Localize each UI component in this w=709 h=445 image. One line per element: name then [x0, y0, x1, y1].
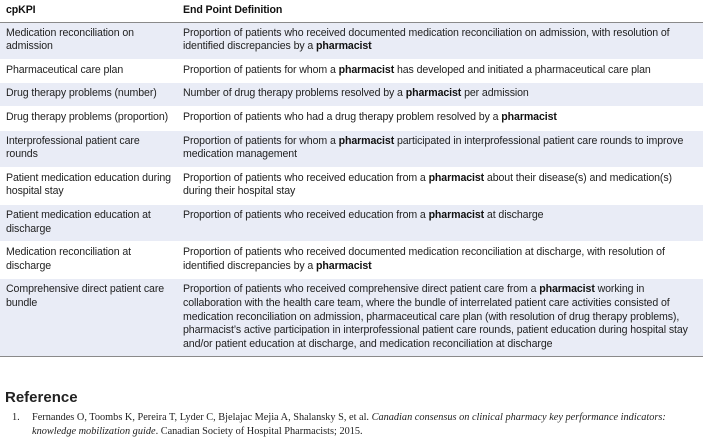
definition-cell: [177, 106, 703, 130]
emphasis-pharmacist: pharmacist: [338, 63, 395, 76]
table-row: [0, 106, 703, 130]
table-row: [0, 242, 703, 279]
reference-list: [0, 411, 709, 439]
cpkpi-cell: Medication reconciliation on admission: [0, 22, 177, 59]
definition-cell: [177, 22, 703, 59]
definition-text: working in collaboration with the health care team, where the bundle of interrelated patient care activities consisted of medication reconciliation on admission, pharmaceutical care plan (with resolution of drug therapy problems), pharmacist’s active participation in interprofessional patient care rounds, patient education during hospital stay and/or patient education at discharge, and medication reconciliation at discharge: [183, 283, 688, 350]
table-row: [0, 167, 703, 204]
definition-text: Proportion of patients who received comprehensive direct patient care from a: [183, 283, 540, 296]
reference-number: 1.: [12, 412, 20, 423]
reference-text: [32, 411, 709, 439]
emphasis-pharmacist: pharmacist: [316, 259, 372, 272]
table-body: [0, 22, 703, 357]
definition-cell: [177, 83, 703, 107]
cpkpi-cell: Medication reconciliation at discharge: [0, 242, 177, 279]
emphasis-pharmacist: pharmacist: [428, 208, 485, 221]
table-row: [0, 22, 703, 59]
emphasis-pharmacist: pharmacist: [316, 40, 372, 53]
definition-text: participated in interprofessional patient care rounds to improve medication management: [183, 134, 684, 161]
table-row: [0, 59, 703, 83]
reference-item: [0, 411, 709, 439]
cpkpi-cell: Drug therapy problems (proportion): [0, 106, 177, 130]
emphasis-pharmacist: pharmacist: [405, 87, 462, 100]
definition-cell: [177, 204, 703, 241]
definition-text: Proportion of patients who received education from a: [183, 171, 429, 184]
table-row: [0, 279, 703, 357]
cpkpi-cell: Drug therapy problems (number): [0, 83, 177, 107]
definition-cell: [177, 130, 703, 167]
definition-text: Proportion of patients who received documented medication reconciliation at discharge, with resolution of identified discrepancies by a: [183, 246, 665, 272]
definition-text: Proportion of patients who had a drug therapy problem resolved by a: [183, 110, 502, 123]
definition-text: has developed and initiated a pharmaceutical care plan: [394, 63, 651, 76]
reference-citation-text: . Canadian Society of Hospital Pharmacists; 2015.: [155, 426, 363, 437]
definition-text: Number of drug therapy problems resolved by a: [183, 87, 406, 100]
emphasis-pharmacist: pharmacist: [338, 134, 395, 147]
definition-cell: [177, 59, 703, 83]
definition-text: Proportion of patients who received education from a: [183, 208, 429, 221]
reference-citation-text: Fernandes O, Toombs K, Pereira T, Lyder C, Bjelajac Mejia A, Shalansky S, et al.: [32, 412, 372, 423]
emphasis-pharmacist: pharmacist: [428, 171, 485, 184]
definition-text: about their disease(s) and medication(s) during their hospital stay: [183, 171, 672, 198]
definition-text: Proportion of patients for whom a: [183, 63, 339, 76]
header-end-point-definition: End Point Definition: [177, 0, 703, 22]
definition-cell: [177, 279, 703, 357]
reference-title: Canadian consensus on clinical pharmacy key performance indicators: knowledge mobilization guide: [32, 412, 666, 437]
table-row: [0, 204, 703, 241]
cpkpi-cell: Comprehensive direct patient care bundle: [0, 279, 177, 357]
table-header-row: [0, 0, 703, 22]
definition-text: at discharge: [484, 208, 544, 221]
header-cpkpi: cpKPI: [0, 0, 177, 22]
definition-text: per admission: [461, 87, 529, 100]
cpkpi-cell: Interprofessional patient care rounds: [0, 130, 177, 167]
emphasis-pharmacist: pharmacist: [501, 110, 557, 123]
table-row: [0, 83, 703, 107]
cpkpi-cell: Patient medication education at discharge: [0, 204, 177, 241]
emphasis-pharmacist: pharmacist: [539, 283, 595, 296]
definition-cell: [177, 167, 703, 204]
cpkpi-cell: Pharmaceutical care plan: [0, 59, 177, 83]
reference-heading: Reference: [5, 389, 78, 406]
cpkpi-cell: Patient medication education during hospital stay: [0, 167, 177, 204]
definition-cell: [177, 242, 703, 279]
definition-text: Proportion of patients who received documented medication reconciliation on admission, with resolution of identified discrepancies by a: [183, 26, 670, 53]
definition-text: Proportion of patients for whom a: [183, 134, 339, 147]
table-row: [0, 130, 703, 167]
